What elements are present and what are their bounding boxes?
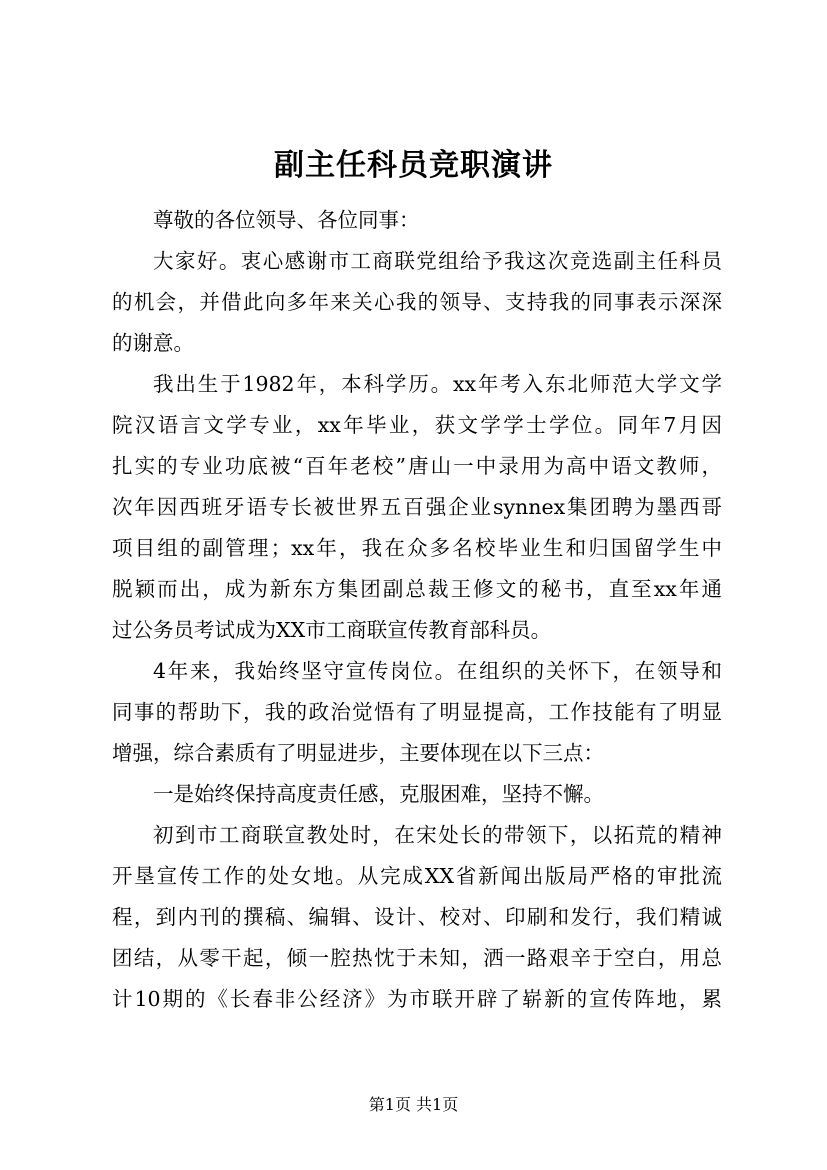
body-line: 初到市工商联宣教处时，在宋处长的带领下，以拓荒的精神 bbox=[153, 823, 722, 847]
body-line: 团结，从零干起，倾一腔热忱于未知，洒一路艰辛于空白，用总 bbox=[112, 946, 722, 970]
body-line: 脱颖而出，成为新东方集团副总裁王修文的秘书，直至xx年通 bbox=[112, 577, 722, 601]
body-line: 过公务员考试成为XX市工商联宣传教育部科员。 bbox=[112, 618, 552, 642]
body-line: 的机会，并借此向多年来关心我的领导、支持我的同事表示深深 bbox=[112, 290, 722, 314]
document-body bbox=[112, 200, 722, 1020]
body-line: 计10期的《长春非公经济》为市联开辟了崭新的宣传阵地，累 bbox=[112, 987, 722, 1011]
body-line: 大家好。衷心感谢市工商联党组给予我这次竞选副主任科员 bbox=[153, 249, 722, 273]
body-line: 4年来，我始终坚守宣传岗位。在组织的关怀下，在领导和 bbox=[153, 659, 722, 683]
body-line: 院汉语言文学专业，xx年毕业，获文学学士学位。同年7月因 bbox=[112, 413, 722, 437]
body-line: 项目组的副管理；xx年，我在众多名校毕业生和归国留学生中 bbox=[112, 536, 722, 560]
body-line: 同事的帮助下，我的政治觉悟有了明显提高，工作技能有了明显 bbox=[112, 700, 722, 724]
body-line: 我出生于1982年，本科学历。xx年考入东北师范大学文学 bbox=[153, 372, 722, 396]
body-line: 扎实的专业功底被“百年老校”唐山一中录用为高中语文教师， bbox=[112, 454, 722, 478]
body-line: 增强，综合素质有了明显进步，主要体现在以下三点： bbox=[112, 741, 604, 765]
document-title: 副主任科员竞职演讲 bbox=[274, 148, 553, 183]
page-footer: 第1页 共1页 bbox=[368, 1095, 459, 1114]
body-line: 开垦宣传工作的处女地。从完成XX省新闻出版局严格的审批流 bbox=[112, 864, 722, 888]
body-line: 的谢意。 bbox=[112, 331, 194, 355]
body-line: 一是始终保持高度责任感，克服困难，坚持不懈。 bbox=[153, 782, 604, 806]
body-line: 次年因西班牙语专长被世界五百强企业synnex集团聘为墨西哥 bbox=[112, 495, 722, 519]
body-line: 尊敬的各位领导、各位同事： bbox=[153, 208, 420, 232]
body-line: 程，到内刊的撰稿、编辑、设计、校对、印刷和发行，我们精诚 bbox=[112, 905, 722, 929]
